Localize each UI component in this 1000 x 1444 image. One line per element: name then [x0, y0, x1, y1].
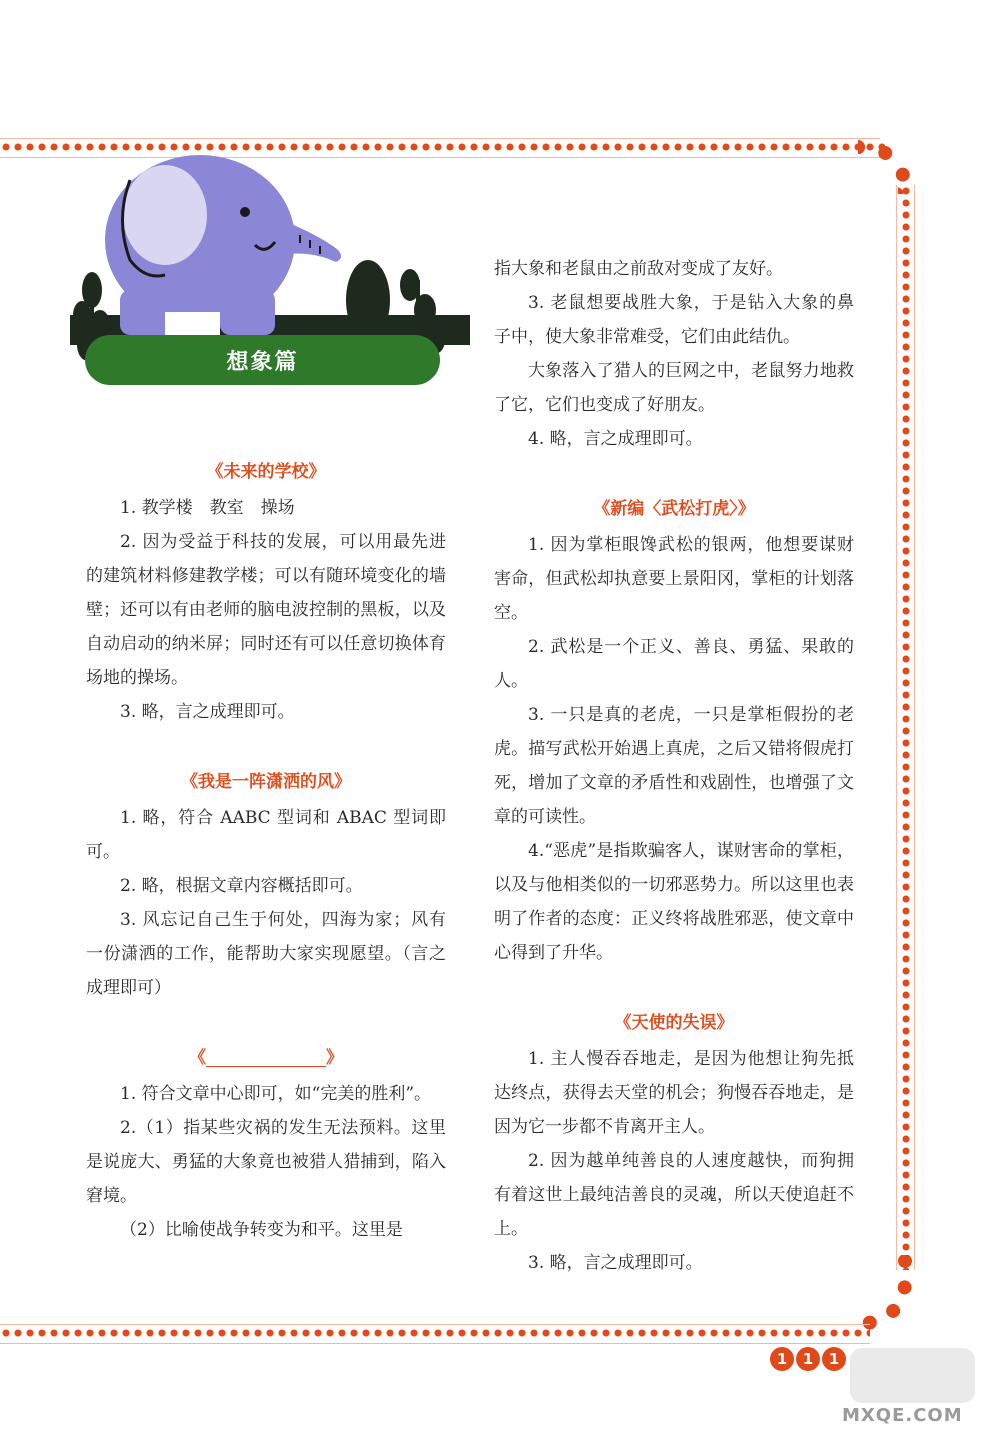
answer-1: 1. 因为掌柜眼馋武松的银两，他想要谋财害命，但武松却执意要上景阳冈，掌柜的计划落空。 — [494, 535, 854, 623]
answer-3: 3. 略，言之成理即可。 — [528, 1253, 703, 1273]
heading-close-bracket: 》 — [326, 1048, 343, 1068]
page-digit: 1 — [796, 1347, 820, 1371]
section-banner — [85, 335, 440, 385]
watermark-text: MXQE.COM — [842, 1405, 963, 1426]
frame-corner-bottom-right — [858, 1255, 912, 1330]
page-digit: 1 — [822, 1347, 846, 1371]
heading-future-school: 《未来的学校》 — [206, 462, 326, 482]
answer-4: 4. 略，言之成理即可。 — [528, 429, 703, 449]
answer-1: 1. 主人慢吞吞地走，是因为他想让狗先抵达终点，获得去天堂的机会；狗慢吞吞地走，是因为它一步都不肯离开主人。 — [494, 1049, 854, 1137]
continued-text: 指大象和老鼠由之前敌对变成了友好。 — [494, 259, 783, 279]
answer-2: 2. 因为越单纯善良的人速度越快，而狗拥有着这世上最纯洁善良的灵魂，所以天使追赶不上。 — [494, 1151, 854, 1239]
answer-4: 4.“恶虎”是指欺骗客人，谋财害命的掌柜，以及与他相类似的一切邪恶势力。所以这里也表明了作者的态度：正义终将战胜邪恶，使文章中心得到了升华。 — [494, 841, 854, 963]
page-digit: 1 — [770, 1347, 794, 1371]
answer-2: 2.（1）指某些灾祸的发生无法预料。这里是说庞大、勇猛的大象竟也被猎人猎捕到，陷入窘境。 — [86, 1118, 446, 1206]
answer-3: 3. 略，言之成理即可。 — [120, 702, 295, 722]
blank-line — [206, 1050, 326, 1067]
right-column — [494, 252, 854, 1280]
heading-wusong: 《新编〈武松打虎〉》 — [593, 499, 755, 519]
heading-wind: 《我是一阵潇洒的风》 — [181, 772, 351, 792]
elephant-body — [105, 155, 341, 340]
heading-blank-title — [86, 1041, 446, 1075]
answer-1: 1. 略，符合 AABC 型词和 ABAC 型词即可。 — [86, 808, 446, 862]
left-column — [86, 455, 446, 1247]
frame-dots-right — [899, 185, 913, 1270]
answer-3-continued: 大象落入了猎人的巨网之中，老鼠努力地救了它，它们也变成了好朋友。 — [494, 361, 854, 415]
heading-open-bracket: 《 — [189, 1048, 206, 1068]
heading-angel: 《天使的失误》 — [614, 1013, 734, 1033]
frame-dots-bottom — [0, 1326, 870, 1340]
answer-2: 2. 武松是一个正义、善良、勇猛、果敢的人。 — [494, 637, 854, 691]
answer-3: 3. 老鼠想要战胜大象，于是钻入大象的鼻子中，使大象非常难受，它们由此结仇。 — [494, 293, 854, 347]
answer-2: 2. 略，根据文章内容概括即可。 — [120, 876, 363, 896]
answer-3: 3. 一只是真的老虎，一只是掌柜假扮的老虎。描写武松开始遇上真虎，之后又错将假虎打死，增加了文章的矛盾性和戏剧性，也增强了文章的可读性。 — [494, 705, 854, 827]
answer-2: 2. 因为受益于科技的发展，可以用最先进的建筑材料修建教学楼；可以有随环境变化的墙壁；还可以有由老师的脑电波控制的黑板，以及自动启动的纳米屏；同时还有可以任意切换体育场地的操场。 — [86, 532, 446, 688]
answer-2-part-2: （2）比喻使战争转变为和平。这里是 — [120, 1220, 403, 1240]
answer-1: 1. 教学楼 教室 操场 — [120, 498, 295, 518]
answer-3: 3. 风忘记自己生于何处，四海为家；风有一份潇洒的工作，能帮助大家实现愿望。（言之成理即可） — [86, 910, 446, 998]
section-title: 想象篇 — [226, 349, 299, 375]
answer-1: 1. 符合文章中心即可，如“完美的胜利”。 — [120, 1084, 432, 1104]
